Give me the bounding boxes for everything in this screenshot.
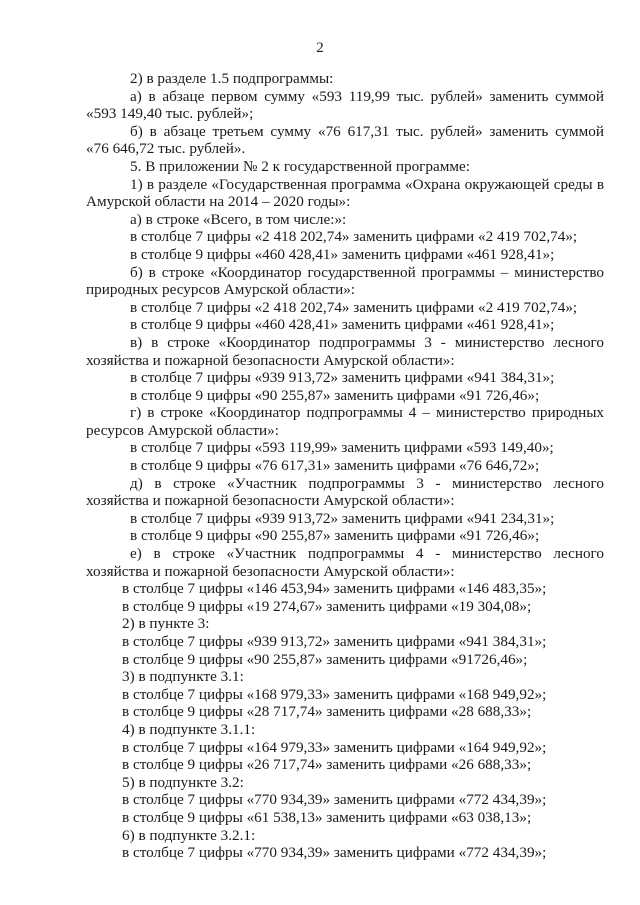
text-line: Амурской области на 2014 – 2020 годы»: (86, 193, 351, 211)
text-line: в столбце 7 цифры «146 453,94» заменить цифрами «146 483,35»; (122, 580, 547, 598)
text-line: 5) в подпункте 3.2: (122, 773, 244, 791)
text-line: в столбце 9 цифры «28 717,74» заменить цифрами «28 688,33»; (122, 703, 532, 721)
text-line: а) в строке «Всего, в том числе:»: (130, 210, 347, 228)
text-line: е) в строке «Участник подпрограммы 4 - министерство лесного (130, 545, 604, 563)
text-line: в столбце 7 цифры «939 913,72» заменить цифрами «941 234,31»; (130, 509, 555, 527)
text-line: хозяйства и пожарной безопасности Амурской области»: (86, 351, 455, 369)
text-line: в столбце 7 цифры «770 934,39» заменить цифрами «772 434,39»; (122, 844, 547, 862)
text-line: в столбце 7 цифры «593 119,99» заменить цифрами «593 149,40»; (130, 439, 554, 457)
text-line: 2) в пункте 3: (122, 615, 210, 633)
text-line: в столбце 9 цифры «19 274,67» заменить цифрами «19 304,08»; (122, 597, 532, 615)
text-line: д) в строке «Участник подпрограммы 3 - министерство лесного (130, 474, 604, 492)
text-line: в столбце 9 цифры «61 538,13» заменить цифрами «63 038,13»; (122, 808, 532, 826)
text-line: 4) в подпункте 3.1.1: (122, 720, 256, 738)
text-line: 2) в разделе 1.5 подпрограммы: (130, 70, 334, 87)
page-number: 2 (316, 40, 324, 56)
text-line: в столбце 9 цифры «90 255,87» заменить цифрами «91726,46»; (122, 650, 528, 668)
text-line: «593 149,40 тыс. рублей»; (86, 105, 254, 123)
text-line: в) в строке «Координатор подпрограммы 3 - министерство лесного (130, 333, 604, 351)
text-line: б) в абзаце третьем сумму «76 617,31 тыс. рублей» заменить суммой (130, 122, 604, 140)
text-line: а) в абзаце первом сумму «593 119,99 тыс. рублей» заменить суммой (130, 87, 604, 105)
text-line: в столбце 9 цифры «76 617,31» заменить цифрами «76 646,72»; (130, 457, 540, 475)
text-line: в столбце 7 цифры «168 979,33» заменить цифрами «168 949,92»; (122, 685, 547, 703)
text-line: в столбце 9 цифры «90 255,87» заменить цифрами «91 726,46»; (130, 386, 540, 404)
text-line: в столбце 7 цифры «939 913,72» заменить цифрами «941 384,31»; (122, 633, 547, 650)
text-line: 5. В приложении № 2 к государственной программе: (130, 157, 470, 175)
text-line: 6) в подпункте 3.2.1: (122, 826, 256, 844)
text-line: природных ресурсов Амурской области»: (86, 281, 356, 299)
text-line: 3) в подпункте 3.1: (122, 668, 244, 686)
text-line: б) в строке «Координатор государственной программы – министерство (130, 263, 604, 281)
text-line: хозяйства и пожарной безопасности Амурской области»: (86, 562, 455, 580)
text-line: ресурсов Амурской области»: (86, 421, 279, 439)
text-line: в столбце 9 цифры «26 717,74» заменить цифрами «26 688,33»; (122, 756, 532, 774)
text-line: хозяйства и пожарной безопасности Амурской области»: (86, 492, 455, 510)
text-line: г) в строке «Координатор подпрограммы 4 – министерство природных (130, 404, 604, 422)
text-line: в столбце 7 цифры «770 934,39» заменить цифрами «772 434,39»; (122, 791, 547, 809)
text-line: в столбце 7 цифры «164 979,33» заменить цифрами «164 949,92»; (122, 738, 547, 756)
text-line: в столбце 9 цифры «90 255,87» заменить цифрами «91 726,46»; (130, 527, 540, 545)
document-body (86, 70, 604, 862)
text-line: «76 646,72 тыс. рублей». (86, 140, 246, 158)
text-line: в столбце 7 цифры «2 418 202,74» заменить цифрами «2 419 702,74»; (130, 228, 578, 246)
text-line: 1) в разделе «Государственная программа «Охрана окружающей среды в (130, 175, 604, 193)
text-line: в столбце 9 цифры «460 428,41» заменить цифрами «461 928,41»; (130, 316, 555, 334)
text-line: в столбце 7 цифры «939 913,72» заменить цифрами «941 384,31»; (130, 369, 555, 387)
text-line: в столбце 7 цифры «2 418 202,74» заменить цифрами «2 419 702,74»; (130, 298, 578, 316)
text-line: в столбце 9 цифры «460 428,41» заменить цифрами «461 928,41»; (130, 245, 555, 263)
